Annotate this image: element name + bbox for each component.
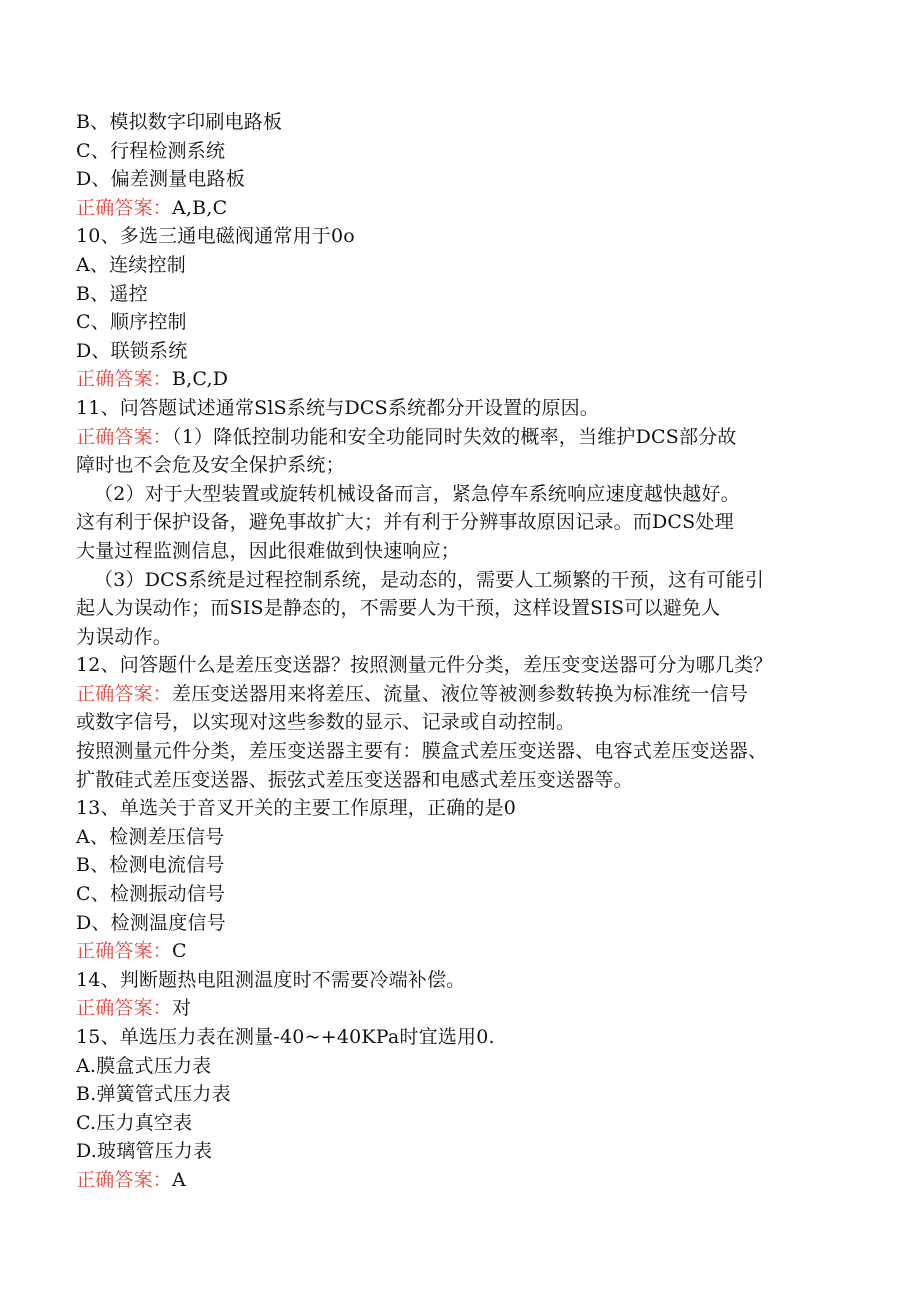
- answer-line: [76, 994, 846, 1023]
- option-line: D、联锁系统: [76, 339, 188, 362]
- answer-text-line: 扩散硅式差压变送器、振弦式差压变送器和电感式差压变送器等。: [76, 768, 633, 791]
- option-line: D.玻璃管压力表: [76, 1140, 213, 1163]
- option-line: D、检测温度信号: [76, 911, 226, 934]
- question-title: 15、单选压力表在测量-40~+40KPa时宜选用0.: [76, 1026, 495, 1048]
- option-line: B.弹簧管式压力表: [76, 1083, 231, 1106]
- question-title: 14、判断题热电阻测温度时不需要冷端补偿。: [76, 968, 466, 991]
- answer-text-line: 或数字信号，以实现对这些参数的显示、记录或自动控制。: [76, 711, 576, 734]
- answer-label: 正确答案：: [76, 425, 173, 448]
- question-title: 11、问答题试述通常SlS系统与DCS系统都分开设置的原因。: [76, 396, 600, 419]
- document-page: [76, 108, 846, 1195]
- answer-text-line: 为误动作。: [76, 625, 173, 648]
- question-title: 10、多选三通电磁阀通常用于0o: [76, 225, 355, 248]
- answer-label: 正确答案：: [76, 940, 173, 963]
- answer-label: 正确答案：: [76, 368, 173, 391]
- answer-text-line: 按照测量元件分类，差压变送器主要有：膜盒式差压变送器、电容式差压变送器、: [76, 740, 768, 763]
- answer-line: [76, 680, 846, 709]
- option-line: B、模拟数字印刷电路板: [76, 111, 283, 133]
- answer-text-line: 障时也不会危及安全保护系统；: [76, 454, 345, 477]
- answer-line: [76, 365, 846, 394]
- answer-text-line: （3）DCS系统是过程控制系统，是动态的，需要人工频繁的干预，这有可能引: [94, 568, 765, 591]
- option-line: A.膜盒式压力表: [76, 1054, 212, 1077]
- answer-line: [76, 1166, 846, 1195]
- answer-line: [76, 937, 846, 966]
- answer-text-line: （2）对于大型装置或旋转机械设备而言，紧急停车系统响应速度越快越好。: [94, 482, 740, 505]
- option-line: C、顺序控制: [76, 311, 187, 334]
- answer-text-line: 这有利于保护设备，避免事故扩大；并有利于分辨事故原因记录。而DCS处理: [76, 511, 734, 534]
- answer-label: 正确答案：: [76, 196, 173, 219]
- answer-value: A: [172, 1168, 186, 1191]
- option-line: C.压力真空表: [76, 1111, 193, 1134]
- answer-line: [76, 423, 846, 452]
- answer-value: （1）降低控制功能和安全功能同时失效的概率，当维护DCS部分故: [172, 425, 737, 448]
- answer-value: C: [172, 940, 187, 963]
- option-line: B、检测电流信号: [76, 854, 225, 877]
- answer-label: 正确答案：: [76, 682, 173, 705]
- answer-value: 对: [172, 997, 192, 1020]
- answer-label: 正确答案：: [76, 997, 173, 1020]
- answer-value: A,B,C: [172, 196, 228, 219]
- option-line: C、检测振动信号: [76, 883, 226, 906]
- answer-value: B,C,D: [172, 368, 229, 391]
- option-line: C、行程检测系统: [76, 139, 226, 162]
- answer-text-line: 起人为误动作；而SIS是静态的，不需要人为干预，这样设置SIS可以避免人: [76, 597, 721, 620]
- answer-value: 差压变送器用来将差压、流量、液位等被测参数转换为标准统一信号: [172, 682, 749, 705]
- question-title: 12、问答题什么是差压变送器？按照测量元件分类，差压变变送器可分为哪几类？: [76, 654, 773, 677]
- option-line: A、连续控制: [76, 253, 186, 276]
- option-line: A、检测差压信号: [76, 825, 225, 848]
- option-line: D、偏差测量电路板: [76, 168, 246, 191]
- answer-line: [76, 194, 846, 223]
- answer-label: 正确答案：: [76, 1168, 173, 1191]
- answer-text-line: 大量过程监测信息，因此很难做到快速响应；: [76, 539, 461, 562]
- option-line: B、遥控: [76, 282, 148, 305]
- question-title: 13、单选关于音叉开关的主要工作原理，正确的是0: [76, 797, 517, 820]
